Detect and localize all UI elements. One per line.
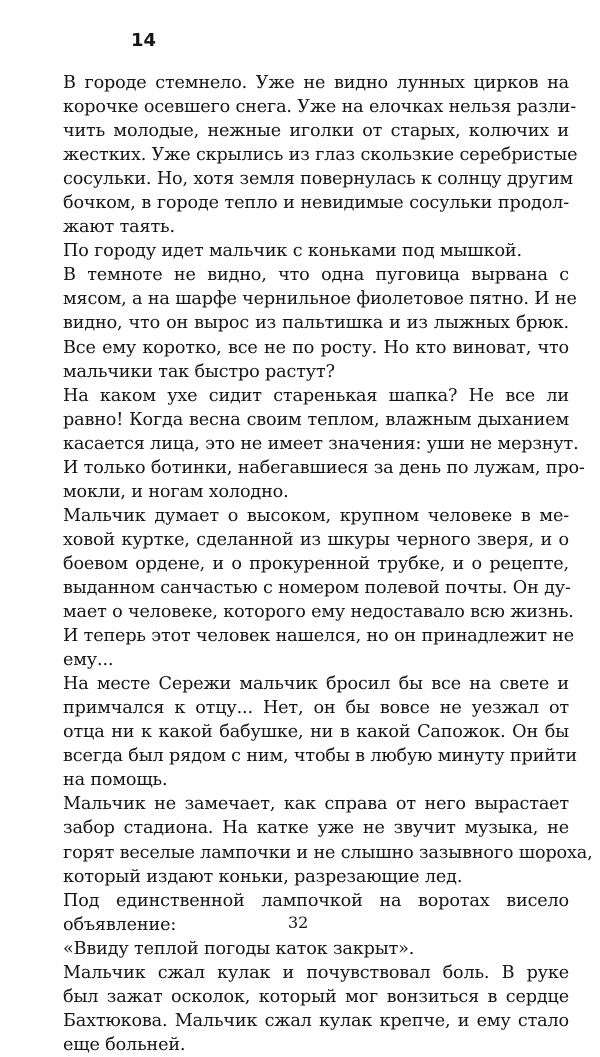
text-line: Мальчик сжал кулак и почувствовал боль. В руке — [63, 962, 569, 983]
text-line: жают таять. — [63, 217, 175, 238]
text-line: мокли, и ногам холодно. — [63, 481, 289, 502]
text-line: И только ботинки, набегавшиеся за день по лужам, про- — [63, 457, 585, 478]
paragraph — [63, 263, 577, 383]
page-number: 32 — [288, 913, 309, 932]
text-line: сосульки. Но, хотя земля повернулась к солнцу другим — [63, 169, 574, 190]
text-line: забор стадиона. На катке уже не звучит музыка, не — [63, 818, 569, 839]
paragraph — [63, 792, 593, 888]
text-line: объявление: — [63, 914, 177, 935]
text-line: бочком, в городе тепло и невидимые сосульки продол- — [63, 193, 569, 214]
text-line: По городу идет мальчик с коньками под мышкой. — [63, 241, 522, 262]
paragraph — [63, 672, 577, 792]
text-line: еще больней. — [63, 1034, 186, 1055]
text-line: чить молодые, нежные иголки от старых, колючих и — [63, 121, 569, 142]
text-line: Под единственной лампочкой на воротах висело — [63, 890, 569, 911]
text-line: Бахтюкова. Мальчик сжал кулак крепче, и ему стало — [63, 1010, 569, 1031]
paragraph — [63, 889, 569, 937]
text-line: жестких. Уже скрылись из глаз скользкие серебристые — [63, 145, 578, 166]
text-line: мает о человеке, которого ему недоставало всю жизнь. — [63, 602, 574, 623]
paragraph — [63, 384, 585, 504]
text-line: горят веселые лампочки и не слышно зазывного шороха, — [63, 842, 593, 863]
paragraph — [63, 504, 575, 672]
text-line: выданном санчастью с номером полевой почты. Он ду- — [63, 577, 571, 598]
text-line: ховой куртке, сделанной из шкуры черного зверя, и о — [63, 529, 569, 550]
paragraph — [63, 239, 569, 263]
text-line: отца ни к какой бабушке, ни в какой Сапожок. Он бы — [63, 722, 569, 743]
body-text — [63, 71, 593, 1057]
text-line: Мальчик не замечает, как справа от него вырастает — [63, 794, 569, 815]
text-line: В городе стемнело. Уже не видно лунных цирков на — [63, 73, 569, 93]
text-line: равно! Когда весна своим теплом, влажным дыханием — [63, 409, 569, 430]
text-line: На каком ухе сидит старенькая шапка? Не все ли — [63, 385, 569, 406]
text-line: корочке осевшего снега. Уже на елочках нельзя разли- — [63, 97, 576, 118]
text-line: боевом ордене, и о прокуренной трубке, и о рецепте, — [63, 553, 569, 574]
text-line: «Ввиду теплой погоды каток закрыт». — [63, 938, 415, 959]
text-line: мальчики так быстро растут? — [63, 361, 335, 382]
text-line: На месте Сережи мальчик бросил бы все на свете и — [63, 674, 569, 695]
paragraph — [63, 937, 569, 961]
text-line: ему... — [63, 650, 114, 671]
text-line: на помощь. — [63, 770, 168, 791]
text-line: И теперь этот человек нашелся, но он принадлежит не — [63, 626, 575, 647]
text-line: видно, что он вырос из пальтишка и из лыжных брюк. — [63, 313, 569, 334]
text-line: касается лица, это не имеет значения: уши не мерзнут. — [63, 433, 579, 454]
text-line: всегда был рядом с ним, чтобы в любую минуту прийти — [63, 746, 577, 767]
text-line: примчался к отцу... Нет, он бы вовсе не уезжал от — [63, 698, 569, 719]
chapter-number: 14 — [131, 30, 157, 51]
text-line: мясом, а на шарфе чернильное фиолетовое пятно. И не — [63, 289, 577, 310]
paragraph — [63, 961, 569, 1057]
text-line: Все ему коротко, все не по росту. Но кто виноват, что — [63, 337, 569, 358]
text-line: был зажат осколок, который мог вонзиться в сердце — [63, 986, 569, 1007]
text-line: В темноте не видно, что одна пуговица вырвана с — [63, 265, 569, 286]
paragraph — [63, 71, 578, 239]
text-line: который издают коньки, разрезающие лед. — [63, 866, 463, 887]
text-line: Мальчик думает о высоком, крупном человеке в ме- — [63, 505, 569, 526]
